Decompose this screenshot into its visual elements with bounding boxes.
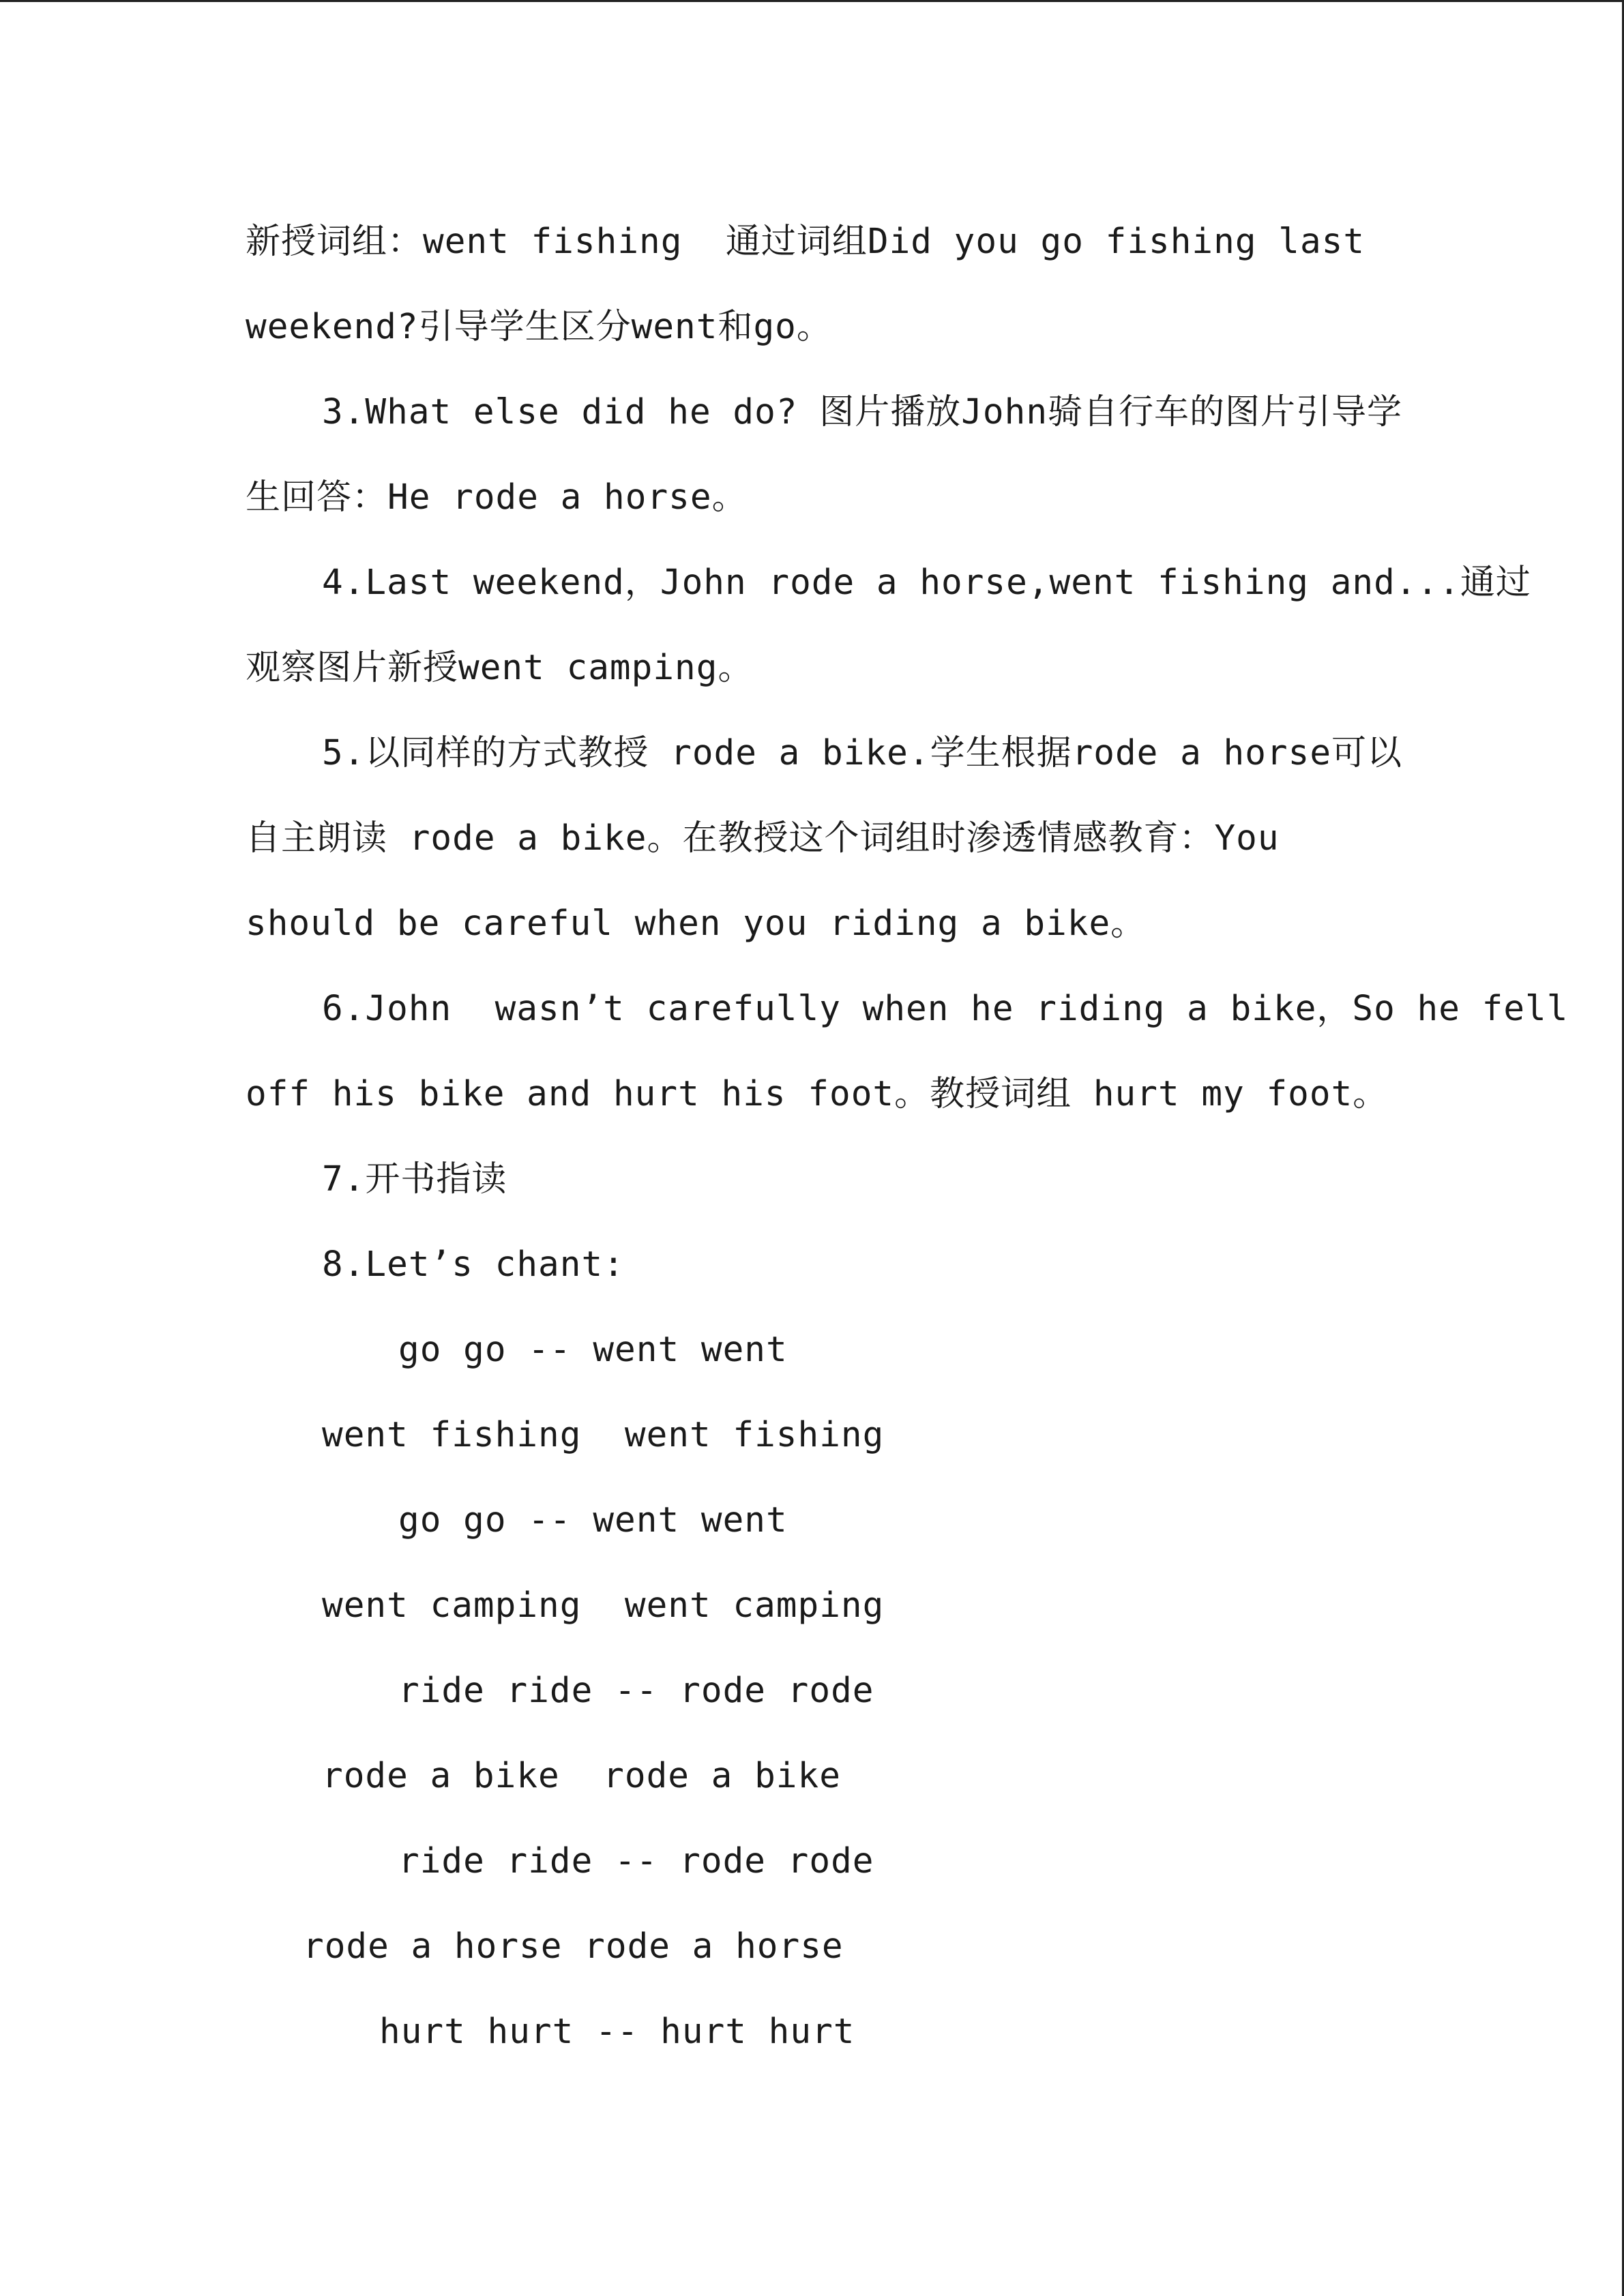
paragraph-line: weekend?引导学生区分went和go。 (246, 307, 832, 347)
chant-line: go go -- went went (398, 1330, 788, 1370)
step-7-line: 7.开书指读 (322, 1159, 507, 1199)
paragraph-line: 新授词组：went fishing 通过词组Did you go fishing last (246, 222, 1365, 262)
chant-line: ride ride -- rode rode (398, 1841, 874, 1881)
chant-line: go go -- went went (398, 1500, 788, 1540)
step-5-line: 5.以同样的方式教授 rode a bike.学生根据rode a horse可以 (322, 733, 1403, 773)
chant-line: went fishing went fishing (322, 1415, 885, 1455)
step-4-line: 4.Last weekend，John rode a horse,went fishing and...通过 (322, 563, 1531, 603)
page-top-border (0, 0, 1624, 2)
chant-line: ride ride -- rode rode (398, 1671, 874, 1711)
chant-line: rode a bike rode a bike (322, 1756, 841, 1796)
paragraph-line: 观察图片新授went camping。 (246, 648, 754, 688)
chant-line: hurt hurt -- hurt hurt (379, 2012, 855, 2052)
document-body (246, 199, 1569, 2074)
chant-line: rode a horse rode a horse (303, 1926, 844, 1967)
paragraph-line: 自主朗读 rode a bike。在教授这个词组时渗透情感教育：You (246, 818, 1280, 859)
step-6-line: 6.John wasn’t carefully when he riding a bike，So he fell (322, 989, 1569, 1029)
chant-line: went camping went camping (322, 1585, 885, 1626)
paragraph-line: off his bike and hurt his foot。教授词组 hurt my foot。 (246, 1074, 1389, 1114)
paragraph-line: should be careful when you riding a bike。 (246, 904, 1147, 944)
paragraph-line: 生回答：He rode a horse。 (246, 477, 748, 518)
step-8-line: 8.Let’s chant: (322, 1244, 625, 1285)
step-3-line: 3.What else did he do? 图片播放John骑自行车的图片引导学 (322, 392, 1403, 432)
